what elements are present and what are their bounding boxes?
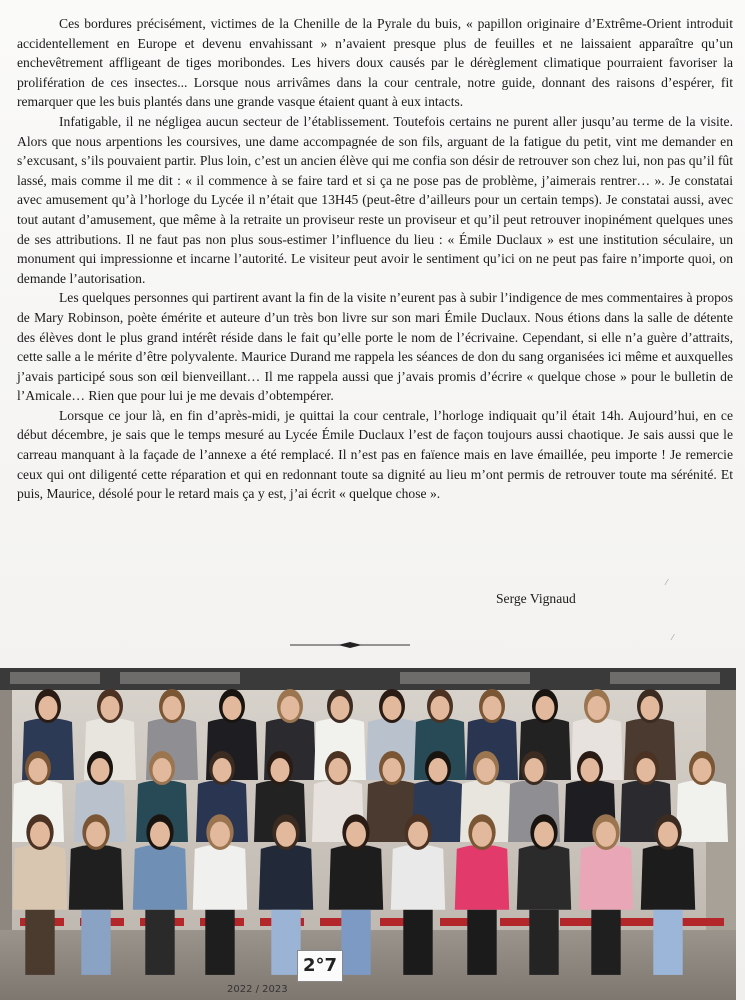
article-body bbox=[17, 14, 733, 504]
school-year: 2022 / 2023 bbox=[227, 984, 288, 995]
margin-mark: ⁄ bbox=[666, 578, 668, 587]
article-paragraph-1: Ces bordures précisément, victimes de la Chenille de la Pyrale du buis, « papillon originaire d’Extrême-Orient introduit accidentellement en Europe et devenu envahissant » n’avaient presque plus de feuilles et ne laissaient apparaître qu’un enchevêtrement affligeant de tiges moribondes. Les hivers doux causés par le dérèglement climatique pourraient favoriser la prolifération de ces insectes... Lorsque nous arrivâmes dans la cour centrale, notre guide, donnant des raisons d’espérer, fit remarquer que les buis plantés dans une grande vasque étaient quant à eux intacts. bbox=[17, 16, 733, 110]
class-photo-illustration bbox=[0, 668, 736, 1000]
class-photo bbox=[0, 668, 736, 1000]
margin-mark: ⁄ bbox=[672, 633, 674, 642]
chair bbox=[680, 918, 724, 926]
class-sign: 2°7 bbox=[297, 950, 343, 982]
author-signature: Serge Vignaud bbox=[496, 591, 576, 606]
article-paragraph-2: Infatigable, il ne négligea aucun secteur de l’établissement. Toutefois certains ne purent aller jusqu’au terme de la visite. Alors que nous arpentions les coursives, une dame accompagnée de son fils, arguant de la fatigue du petit, vint me demander en s’excusant, s’ils pouvaient partir. Plus loin, c’est un ancien élève qui me confia son désir de retrouver son chez lui, non pas qu’il fût lassé, mais comme il me dit : « il commence à se faire tard et si ça ne pose pas de problème, j’aimerais rentrer… ». Je constatai avec amusement qu’à l’horloge du Lycée il n’était que 13H45 (peut-être d’ailleurs pour un certain temps). Je constatai aussi, avec tout autant d’amusement, que même à la retraite un proviseur reste un proviseur et qu’il peut retrouver inopinément quelques unes de ses attributions. Il ne faut pas non plus sous-estimer l’influence du lieu : « Émile Duclaux » est une institution séculaire, un monument qui impressionne et incarne l’autorité. Le visiteur peut avoir le sentiment qu’ici on ne peut pas faire n’importe quoi, on demande l’autorisation. bbox=[17, 113, 733, 286]
ornament-divider bbox=[288, 640, 412, 650]
article-paragraph-4: Lorsque ce jour là, en fin d’après-midi, je quittai la cour centrale, l’horloge indiquait qu’il était 14h. Aujourd’hui, en ce début décembre, je sais que le temps mesuré au Lycée Émile Duclaux l’est de façon toujours aussi chaotique. Je sais aussi que le carreau manquant à la façade de l’annexe a été remplacé. Il n’est pas en faïence mais en lave émaillée, peu importe ! Je remercie ceux qui ont diligenté cette réparation et qui en redonnant toute sa dignité au lieu m’ont permis de retrouver toute ma sérénité. Et puis, Maurice, désolé pour le retard mais ça y est, j’ai écrit « quelque chose ». bbox=[17, 407, 733, 502]
article-paragraph-3: Les quelques personnes qui partirent avant la fin de la visite n’eurent pas à subir l’indigence de mes commentaires à propos de Mary Robinson, poète émérite et auteure d’un très bon livre sur son mari Émile Duclaux. Nous étions dans la salle de détente des élèves dont le plus grand intérêt réside dans le fait qu’elle porte le nom de l’écrivaine. Cependant, si elle n’a guère d’attraits, cette salle a le mérite d’être polyvalente. Maurice Durand me rappela les séances de don du sang organisées ici même et auxquelles j’avais participé sous son œil bienveillant… Il me rappela aussi que j’avais promis d’écrire « quelque chose » pour le bulletin de l’Amicale… Rien que pour lui je me devais d’obtempérer. bbox=[17, 290, 733, 404]
